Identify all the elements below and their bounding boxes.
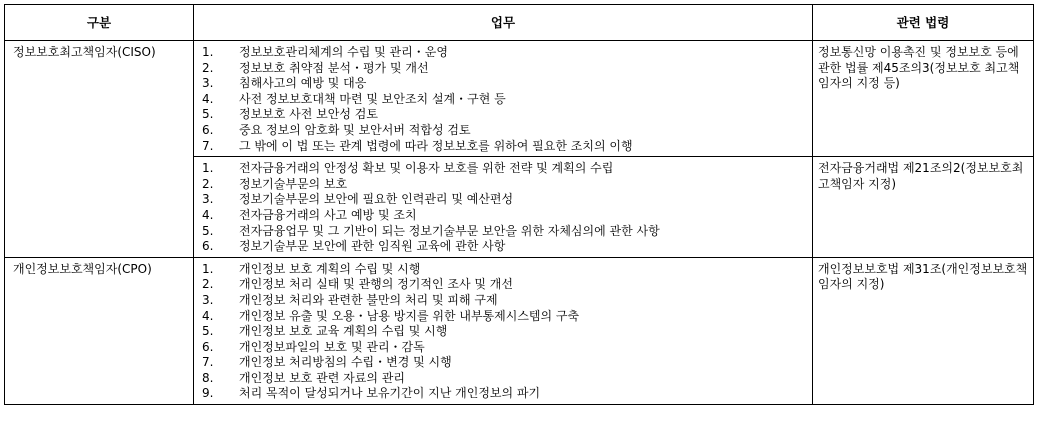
task-number: 8. (202, 370, 214, 385)
task-text: 개인정보 처리 실태 및 관행의 정기적인 조사 및 개선 (239, 277, 513, 292)
task-text: 정보기술부문의 보호 (239, 176, 348, 191)
list-item (194, 340, 808, 356)
duties-cell (194, 257, 813, 404)
task-number: 1. (202, 45, 214, 59)
header-category: 구분 (5, 5, 194, 41)
category-cell: 개인정보보호책임자(CPO) (5, 257, 194, 404)
task-number: 3. (202, 192, 214, 207)
roles-table (4, 4, 1034, 405)
law-cell: 정보통신망 이용촉진 및 정보보호 등에 관한 법률 제45조의3(정보보호 최고책임자의 지정 등) (813, 41, 1034, 157)
list-item (194, 324, 808, 340)
task-number: 2. (202, 60, 214, 75)
task-text: 정보보호 취약점 분석・평가 및 개선 (239, 60, 429, 75)
task-text: 그 밖에 이 법 또는 관계 법령에 따라 정보보호를 위하여 필요한 조치의 이행 (239, 138, 633, 153)
list-item (194, 386, 808, 402)
task-text: 정보보호관리체계의 수립 및 관리・운영 (239, 45, 448, 59)
task-text: 전자금융거래의 사고 예방 및 조치 (239, 207, 417, 222)
task-text: 정보보호 사전 보안성 검토 (239, 107, 378, 122)
list-item (194, 177, 808, 193)
task-text: 침해사고의 예방 및 대응 (239, 76, 367, 91)
task-text: 중요 정보의 암호화 및 보안서버 적합성 검토 (239, 122, 471, 137)
list-item (194, 371, 808, 387)
task-number: 6. (202, 239, 214, 254)
task-number: 5. (202, 324, 214, 339)
task-text: 전자금융거래의 안정성 확보 및 이용자 보호를 위한 전략 및 계획의 수립 (239, 161, 614, 176)
list-item (194, 224, 808, 240)
task-number: 5. (202, 223, 214, 238)
table-row (5, 41, 1034, 157)
list-item (194, 92, 808, 108)
header-law: 관련 법령 (813, 5, 1034, 41)
category-cell: 정보보호최고책임자(CISO) (5, 41, 194, 258)
task-number: 6. (202, 122, 214, 137)
task-number: 7. (202, 138, 214, 153)
list-item (194, 208, 808, 224)
task-text: 처리 목적이 달성되거나 보유기간이 지난 개인정보의 파기 (239, 386, 541, 401)
list-item (194, 355, 808, 371)
task-text: 개인정보 처리방침의 수립・변경 및 시행 (239, 355, 452, 370)
task-number: 9. (202, 386, 214, 401)
task-number: 1. (202, 261, 214, 276)
task-list (194, 262, 808, 402)
header-row (5, 5, 1034, 41)
list-item (194, 123, 808, 139)
task-number: 5. (202, 107, 214, 122)
task-number: 7. (202, 355, 214, 370)
task-number: 2. (202, 176, 214, 191)
task-number: 3. (202, 76, 214, 91)
law-cell: 전자금융거래법 제21조의2(정보보호최고책임자 지정) (813, 157, 1034, 258)
task-text: 개인정보 보호 교육 계획의 수립 및 시행 (239, 324, 448, 339)
law-cell: 개인정보보호법 제31조(개인정보보호책임자의 지정) (813, 257, 1034, 404)
task-number: 6. (202, 339, 214, 354)
task-number: 3. (202, 292, 214, 307)
task-text: 개인정보 유출 및 오용・남용 방지를 위한 내부통제시스템의 구축 (239, 308, 580, 323)
task-number: 4. (202, 207, 214, 222)
task-text: 사전 정보보호대책 마련 및 보안조치 설계・구현 등 (239, 91, 506, 106)
list-item (194, 293, 808, 309)
list-item (194, 192, 808, 208)
task-text: 정보기술부문의 보안에 필요한 인력관리 및 예산편성 (239, 192, 514, 207)
header-duties: 업무 (194, 5, 813, 41)
task-text: 정보기술부문 보안에 관한 임직원 교육에 관한 사항 (239, 239, 506, 254)
task-text: 개인정보 보호 관련 자료의 관리 (239, 370, 405, 385)
list-item (194, 107, 808, 123)
task-number: 4. (202, 91, 214, 106)
task-number: 2. (202, 277, 214, 292)
list-item (194, 45, 808, 61)
list-item (194, 161, 808, 177)
task-list (194, 45, 808, 154)
task-text: 개인정보 보호 계획의 수립 및 시행 (239, 261, 421, 276)
list-item (194, 309, 808, 325)
list-item (194, 139, 808, 155)
task-number: 4. (202, 308, 214, 323)
task-text: 개인정보파일의 보호 및 관리・감독 (239, 339, 425, 354)
duties-cell (194, 157, 813, 258)
list-item (194, 61, 808, 77)
duties-cell (194, 41, 813, 157)
table-row (5, 257, 1034, 404)
task-text: 개인정보 처리와 관련한 불만의 처리 및 피해 구제 (239, 292, 498, 307)
task-text: 전자금융업무 및 그 기반이 되는 정보기술부문 보안을 위한 자체심의에 관한 사항 (239, 223, 660, 238)
list-item (194, 239, 808, 255)
list-item (194, 262, 808, 278)
task-list (194, 161, 808, 255)
task-number: 1. (202, 161, 214, 176)
table-body (5, 41, 1034, 405)
list-item (194, 277, 808, 293)
list-item (194, 76, 808, 92)
